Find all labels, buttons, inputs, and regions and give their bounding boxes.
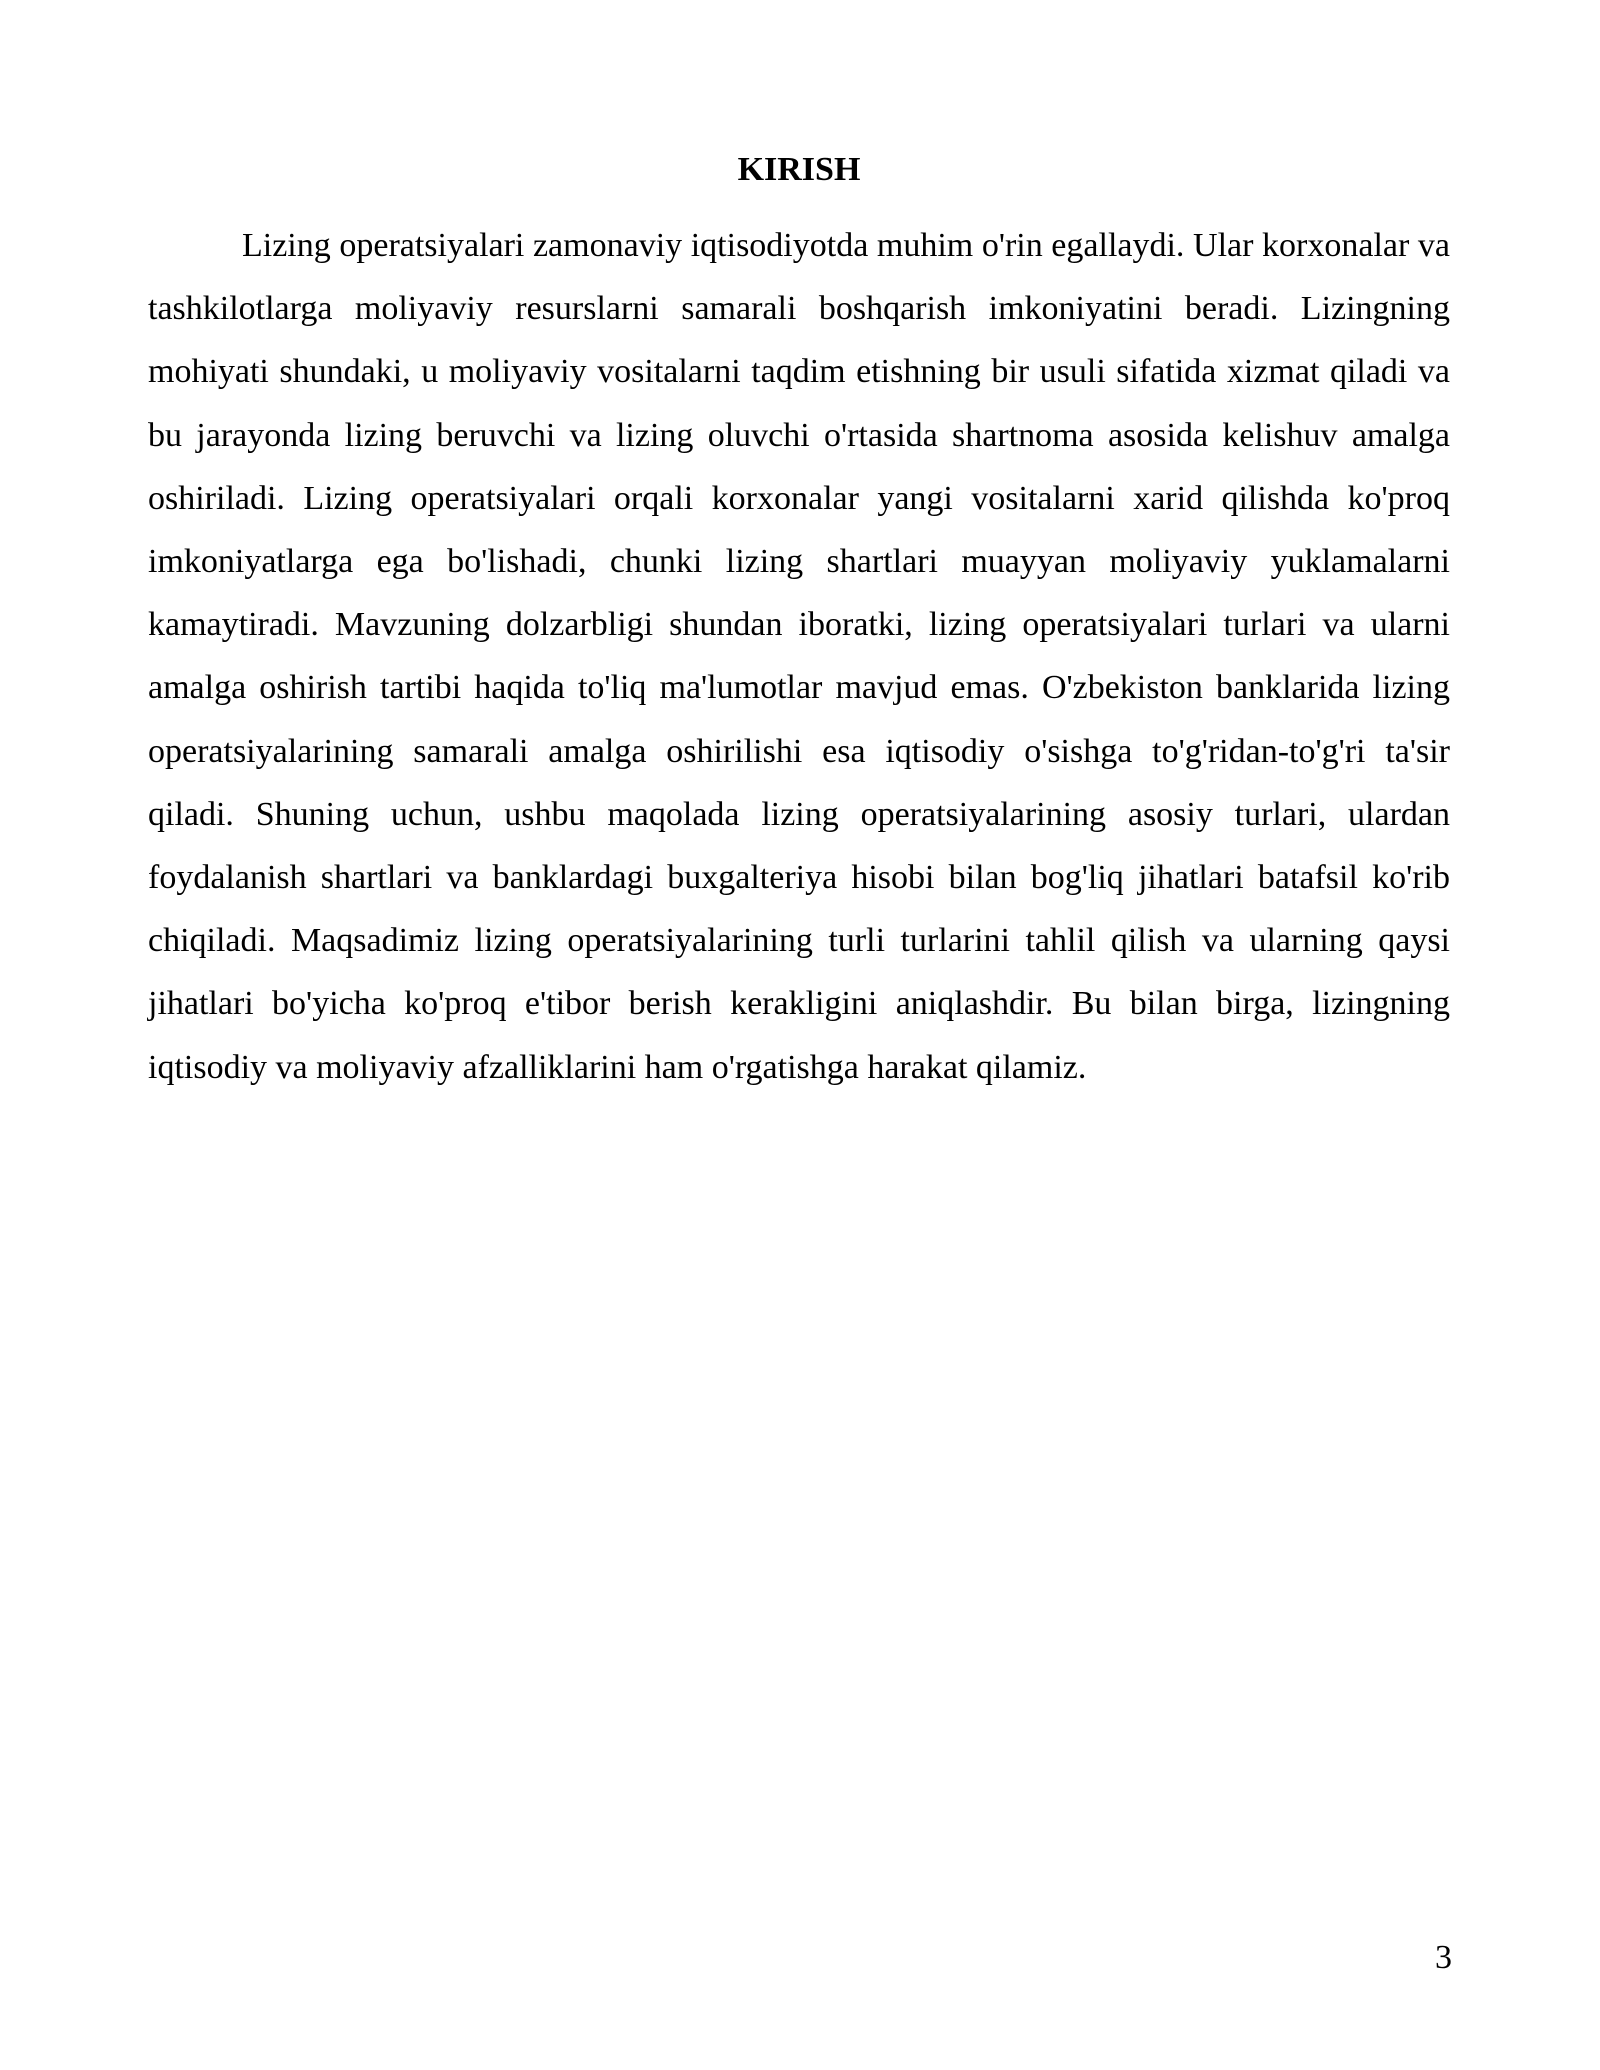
page-title: KIRISH xyxy=(737,151,861,188)
page-number: 3 xyxy=(1435,1939,1452,1976)
body-paragraph: Lizing operatsiyalari zamonaviy iqtisodiyotda muhim o'rin egallaydi. Ular korxonalar va tashkilotlarga moliyaviy resurslarni samarali boshqarish imkoniyatini beradi. Lizingning mohiyati shundaki, u moliyaviy vositalarni taqdim etishning bir usuli sifatida xizmat qiladi va bu jarayonda lizing beruvchi va lizing oluvchi o'rtasida shartnoma asosida kelishuv amalga oshiriladi. Lizing operatsiyalari orqali korxonalar yangi vositalarni xarid qilishda ko'proq imkoniyatlarga ega bo'lishadi, chunki lizing shartlari muayyan moliyaviy yuklamalarni kamaytiradi. Mavzuning dolzarbligi shundan iboratki, lizing operatsiyalari turlari va ularni amalga oshirish tartibi haqida to'liq ma'lumotlar mavjud emas. O'zbekiston banklarida lizing operatsiyalarining samarali amalga oshirilishi esa iqtisodiy o'sishga to'g'ridan-to'g'ri ta'sir qiladi. Shuning uchun, ushbu maqolada lizing operatsiyalarining asosiy turlari, ulardan foydalanish shartlari va banklardagi buxgalteriya hisobi bilan bog'liq jihatlari batafsil ko'rib chiqiladi. Maqsadimiz lizing operatsiyalarining turli turlarini tahlil qilish va ularning qaysi jihatlari bo'yicha ko'proq e'tibor berish kerakligini aniqlashdir. Bu bilan birga, lizingning iqtisodiy va moliyaviy afzalliklarini ham o'rgatishga harakat qilamiz. xyxy=(148,227,1450,1086)
